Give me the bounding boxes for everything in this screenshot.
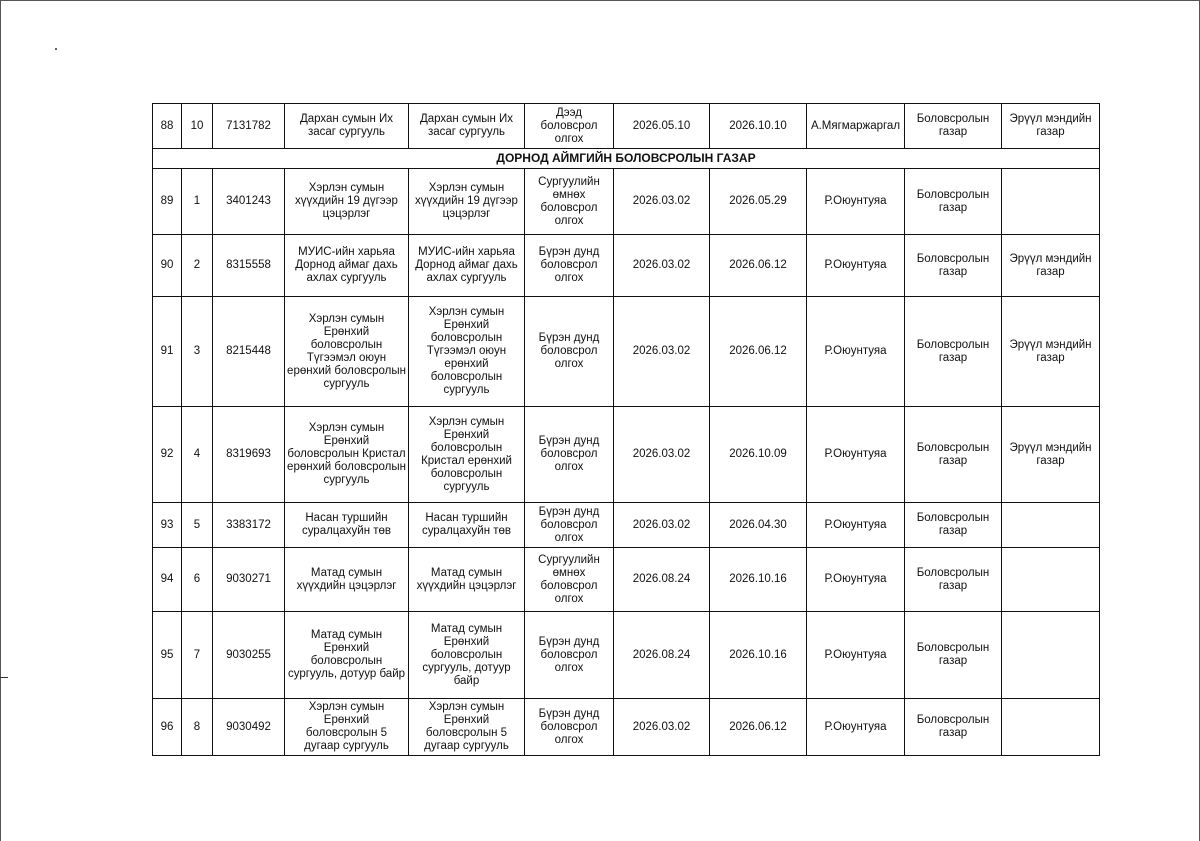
cell-level: Бүрэн дунд боловсрол олгох: [525, 503, 614, 548]
cell-person: Р.Оюунтуяа: [807, 699, 905, 756]
cell-code: 3401243: [213, 169, 285, 235]
cell-number: 88: [153, 104, 182, 149]
cell-code: 8315558: [213, 235, 285, 297]
cell-level: Сургуулийн өмнөх боловсрол олгох: [525, 169, 614, 235]
cell-end-date: 2026.10.09: [710, 407, 807, 503]
cell-end-date: 2026.06.12: [710, 235, 807, 297]
cell-organization-2: Дархан сумын Их засаг сургууль: [409, 104, 525, 149]
cell-authority-2: Эрүүл мэндийн газар: [1002, 297, 1100, 407]
cell-organization-2: Матад сумын Ерөнхий боловсролын сургууль, дотуур байр: [409, 612, 525, 699]
cell-number: 93: [153, 503, 182, 548]
table-row: [153, 104, 1100, 149]
cell-authority-2: [1002, 169, 1100, 235]
cell-authority-1: Боловсролын газар: [905, 297, 1002, 407]
cell-authority-2: Эрүүл мэндийн газар: [1002, 407, 1100, 503]
cell-organization: Дархан сумын Их засаг сургууль: [285, 104, 409, 149]
section-title: ДОРНОД АЙМГИЙН БОЛОВСРОЛЫН ГАЗАР: [153, 149, 1100, 169]
table-row: [153, 612, 1100, 699]
binding-mark: [0, 677, 8, 678]
cell-level: Бүрэн дунд боловсрол олгох: [525, 407, 614, 503]
cell-person: Р.Оюунтуяа: [807, 235, 905, 297]
cell-authority-2: Эрүүл мэндийн газар: [1002, 235, 1100, 297]
cell-level: Сургуулийн өмнөх боловсрол олгох: [525, 548, 614, 612]
cell-person: Р.Оюунтуяа: [807, 407, 905, 503]
cell-organization-2: Хэрлэн сумын Ерөнхий боловсролын Түгээмэл оюун ерөнхий боловсролын сургууль: [409, 297, 525, 407]
cell-authority-1: Боловсролын газар: [905, 612, 1002, 699]
cell-authority-2: [1002, 699, 1100, 756]
cell-start-date: 2026.03.02: [614, 169, 710, 235]
cell-end-date: 2026.04.30: [710, 503, 807, 548]
table-row: [153, 548, 1100, 612]
cell-person: Р.Оюунтуяа: [807, 612, 905, 699]
cell-person: Р.Оюунтуяа: [807, 297, 905, 407]
cell-number: 92: [153, 407, 182, 503]
cell-organization: Хэрлэн сумын Ерөнхий боловсролын 5 дугаар сургууль: [285, 699, 409, 756]
cell-organization: Хэрлэн сумын Ерөнхий боловсролын Кристал ерөнхий боловсролын сургууль: [285, 407, 409, 503]
cell-start-date: 2026.03.02: [614, 503, 710, 548]
cell-authority-1: Боловсролын газар: [905, 104, 1002, 149]
cell-start-date: 2026.03.02: [614, 297, 710, 407]
page-border-left: [0, 0, 1, 841]
cell-code: 7131782: [213, 104, 285, 149]
scan-speck: [55, 48, 57, 50]
cell-authority-2: [1002, 548, 1100, 612]
cell-start-date: 2026.03.02: [614, 235, 710, 297]
cell-authority-1: Боловсролын газар: [905, 503, 1002, 548]
cell-end-date: 2026.05.29: [710, 169, 807, 235]
cell-code: 9030492: [213, 699, 285, 756]
cell-sub-number: 2: [182, 235, 213, 297]
cell-start-date: 2026.03.02: [614, 699, 710, 756]
cell-code: 3383172: [213, 503, 285, 548]
cell-number: 90: [153, 235, 182, 297]
cell-person: Р.Оюунтуяа: [807, 548, 905, 612]
table-row: [153, 503, 1100, 548]
cell-authority-2: Эрүүл мэндийн газар: [1002, 104, 1100, 149]
cell-authority-1: Боловсролын газар: [905, 169, 1002, 235]
table-row: [153, 699, 1100, 756]
cell-organization: Матад сумын Ерөнхий боловсролын сургууль, дотуур байр: [285, 612, 409, 699]
cell-sub-number: 4: [182, 407, 213, 503]
cell-authority-2: [1002, 612, 1100, 699]
table-row: [153, 407, 1100, 503]
cell-authority-2: [1002, 503, 1100, 548]
table-row: [153, 235, 1100, 297]
cell-level: Дээд боловсрол олгох: [525, 104, 614, 149]
cell-organization: Насан туршийн суралцахуйн төв: [285, 503, 409, 548]
schools-table: [152, 103, 1100, 756]
cell-number: 91: [153, 297, 182, 407]
cell-authority-1: Боловсролын газар: [905, 235, 1002, 297]
cell-end-date: 2026.10.10: [710, 104, 807, 149]
cell-person: Р.Оюунтуяа: [807, 169, 905, 235]
cell-sub-number: 5: [182, 503, 213, 548]
cell-organization: Хэрлэн сумын Ерөнхий боловсролын Түгээмэл оюун ерөнхий боловсролын сургууль: [285, 297, 409, 407]
table-row: [153, 297, 1100, 407]
cell-organization: Матад сумын хүүхдийн цэцэрлэг: [285, 548, 409, 612]
cell-number: 94: [153, 548, 182, 612]
cell-organization-2: Матад сумын хүүхдийн цэцэрлэг: [409, 548, 525, 612]
cell-sub-number: 8: [182, 699, 213, 756]
cell-start-date: 2026.05.10: [614, 104, 710, 149]
cell-sub-number: 3: [182, 297, 213, 407]
cell-organization-2: МУИС-ийн харьяа Дорнод аймаг дахь ахлах сургууль: [409, 235, 525, 297]
cell-level: Бүрэн дунд боловсрол олгох: [525, 297, 614, 407]
cell-start-date: 2026.08.24: [614, 548, 710, 612]
cell-organization: МУИС-ийн харьяа Дорнод аймаг дахь ахлах сургууль: [285, 235, 409, 297]
cell-end-date: 2026.10.16: [710, 612, 807, 699]
cell-level: Бүрэн дунд боловсрол олгох: [525, 612, 614, 699]
cell-authority-1: Боловсролын газар: [905, 699, 1002, 756]
cell-authority-1: Боловсролын газар: [905, 548, 1002, 612]
cell-end-date: 2026.06.12: [710, 297, 807, 407]
cell-code: 9030255: [213, 612, 285, 699]
cell-code: 9030271: [213, 548, 285, 612]
cell-organization-2: Хэрлэн сумын Ерөнхий боловсролын 5 дугаар сургууль: [409, 699, 525, 756]
table-row: [153, 169, 1100, 235]
cell-level: Бүрэн дунд боловсрол олгох: [525, 235, 614, 297]
cell-code: 8319693: [213, 407, 285, 503]
cell-authority-1: Боловсролын газар: [905, 407, 1002, 503]
cell-start-date: 2026.08.24: [614, 612, 710, 699]
cell-sub-number: 6: [182, 548, 213, 612]
cell-organization-2: Насан туршийн суралцахуйн төв: [409, 503, 525, 548]
cell-organization-2: Хэрлэн сумын хүүхдийн 19 дүгээр цэцэрлэг: [409, 169, 525, 235]
cell-number: 96: [153, 699, 182, 756]
cell-sub-number: 7: [182, 612, 213, 699]
cell-person: Р.Оюунтуяа: [807, 503, 905, 548]
cell-person: А.Мягмаржаргал: [807, 104, 905, 149]
cell-code: 8215448: [213, 297, 285, 407]
section-row: [153, 149, 1100, 169]
cell-start-date: 2026.03.02: [614, 407, 710, 503]
page-border-top: [0, 0, 1200, 1]
cell-organization-2: Хэрлэн сумын Ерөнхий боловсролын Кристал ерөнхий боловсролын сургууль: [409, 407, 525, 503]
cell-end-date: 2026.06.12: [710, 699, 807, 756]
cell-end-date: 2026.10.16: [710, 548, 807, 612]
cell-sub-number: 10: [182, 104, 213, 149]
cell-number: 89: [153, 169, 182, 235]
cell-sub-number: 1: [182, 169, 213, 235]
cell-organization: Хэрлэн сумын хүүхдийн 19 дүгээр цэцэрлэг: [285, 169, 409, 235]
cell-level: Бүрэн дунд боловсрол олгох: [525, 699, 614, 756]
cell-number: 95: [153, 612, 182, 699]
